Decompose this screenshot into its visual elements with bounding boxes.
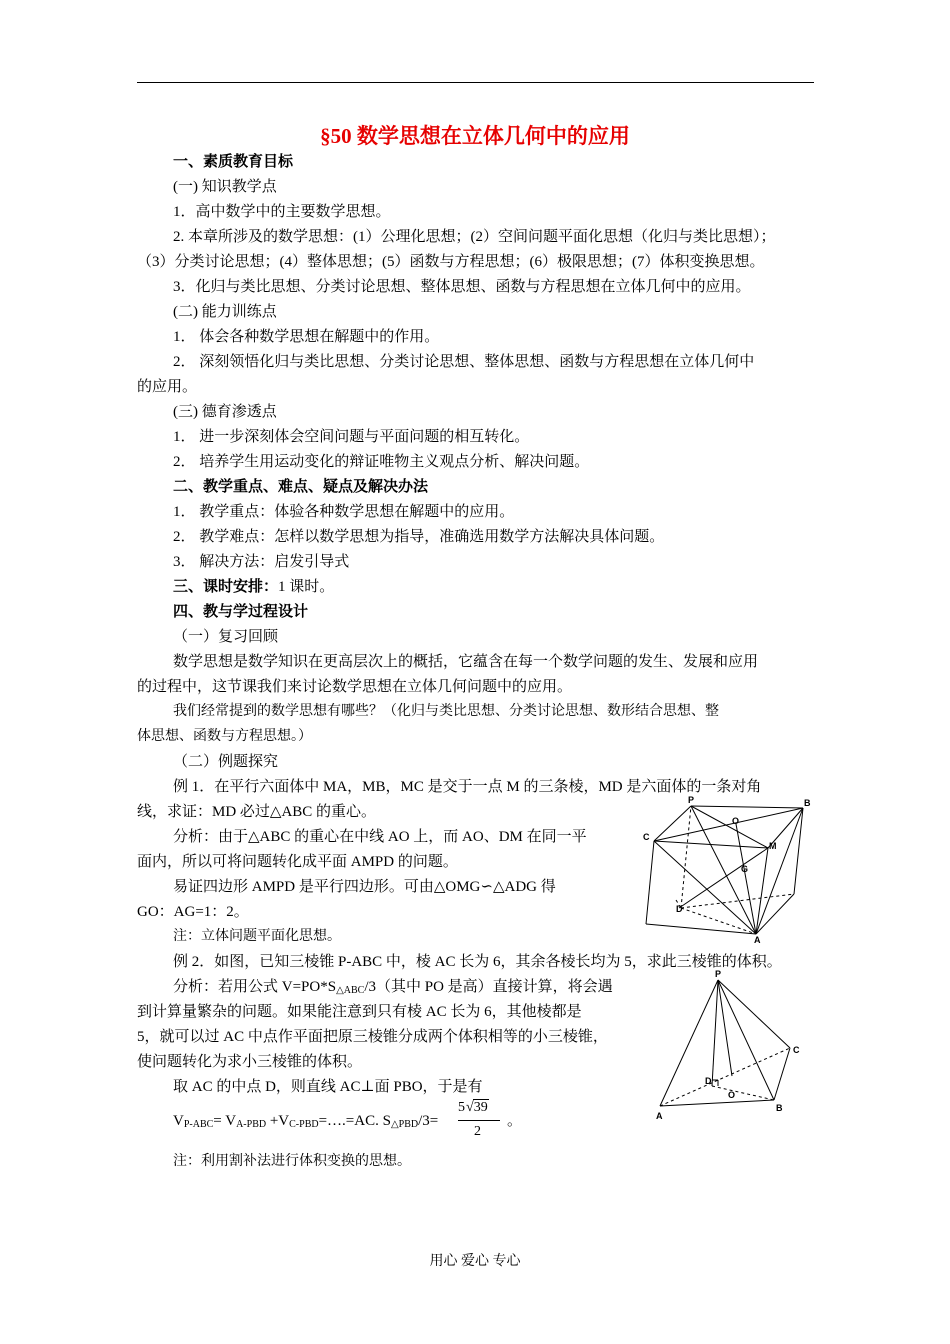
hidden-edge xyxy=(681,806,691,908)
formula-subscript: P-ABC xyxy=(183,1119,214,1130)
edge xyxy=(654,808,803,841)
numerator-coefficient: 5 xyxy=(458,1100,465,1115)
paragraph: 2． 深刻领悟化归与类比思想、分类讨论思想、整体思想、函数与方程思想在立体几何中 xyxy=(173,354,755,370)
formula-subscript: △ABC xyxy=(336,985,365,996)
section-4-heading: 四、教与学过程设计 xyxy=(173,604,309,620)
example-2-note: 注：利用割补法进行体积变换的思想。 xyxy=(173,1154,411,1169)
edge xyxy=(654,806,691,841)
hidden-edge xyxy=(681,894,794,908)
paragraph: 1． 教学重点：体验各种数学思想在解题中的应用。 xyxy=(173,504,515,520)
formula-subscript: C-PBD xyxy=(289,1119,319,1130)
formula-text: /3（其中 PO 是高）直接计算，将会遇 xyxy=(364,979,613,995)
formula-subscript: A-PBD xyxy=(236,1119,267,1130)
label-P: P xyxy=(688,796,695,805)
edge xyxy=(756,894,794,934)
label-B: B xyxy=(804,798,811,808)
label-O: O xyxy=(732,816,740,826)
example-1-analysis: GO：AG=1：2。 xyxy=(137,904,249,920)
paragraph: 数学思想是数学知识在更高层次上的概括，它蕴含在每一个数学问题的发生、发展和应用 xyxy=(173,654,759,670)
label-A: A xyxy=(656,1111,663,1121)
fraction-denominator: 2 xyxy=(474,1124,481,1139)
formula-text: +V xyxy=(266,1113,290,1129)
example-1-text: 例 1．在平行六面体中 MA，MB，MC 是交于一点 M 的三条棱，MD 是六面体的一条对角 xyxy=(173,779,762,795)
paragraph: 2． 培养学生用运动变化的辩证唯物主义观点分析、解决问题。 xyxy=(173,454,590,470)
paragraph: 我们经常提到的数学思想有哪些？（化归与类比思想、分类讨论思想、数形结合思想、整 xyxy=(173,704,719,719)
example-2-analysis: 使问题转化为求小三棱锥的体积。 xyxy=(137,1054,363,1070)
paragraph: 1． 进一步深刻体会空间问题与平面问题的相互转化。 xyxy=(173,429,530,445)
paragraph: 体思想、函数与方程思想。） xyxy=(137,729,312,744)
example-2-analysis: 取 AC 的中点 D，则直线 AC⊥面 PBO，于是有 xyxy=(173,1079,483,1095)
label-G: G xyxy=(741,864,749,874)
subheading-moral: (三) 德育渗透点 xyxy=(173,404,277,420)
subheading-examples: （二）例题探究 xyxy=(173,754,279,770)
edge xyxy=(756,848,768,934)
section-1-heading: 一、素质教育目标 xyxy=(173,154,294,170)
example-1-note: 注：立体问题平面化思想。 xyxy=(173,929,341,944)
paragraph: （3）分类讨论思想；(4）整体思想；(5）函数与方程思想；(6）极限思想；(7）体积变换思想。 xyxy=(137,254,765,270)
example-2-analysis: 5，就可以过 AC 中点作平面把原三棱锥分成两个体积相等的小三棱锥， xyxy=(137,1029,608,1045)
edge xyxy=(646,924,756,934)
paragraph: 1． 体会各种数学思想在解题中的作用。 xyxy=(173,329,440,345)
subheading-review: （一）复习回顾 xyxy=(173,629,279,645)
subheading-ability: (二) 能力训练点 xyxy=(173,304,277,320)
edge xyxy=(691,806,768,848)
formula-subscript: △PBD xyxy=(390,1119,419,1130)
formula-text: V xyxy=(173,1113,184,1129)
class-hours: 1 课时。 xyxy=(278,579,335,595)
sqrt-icon: √ xyxy=(466,1100,474,1115)
edge xyxy=(774,1048,790,1100)
volume-formula xyxy=(173,1111,438,1135)
example-2-analysis: 到计算量繁杂的问题。如果能注意到只有棱 AC 长为 6，其他棱都是 xyxy=(137,1004,582,1020)
subheading-knowledge: (一) 知识教学点 xyxy=(173,179,277,195)
section-2-heading: 二、教学重点、难点、疑点及解决办法 xyxy=(173,479,429,495)
edge xyxy=(691,806,803,808)
formula-text: 分析：若用公式 V=PO*S xyxy=(173,979,337,995)
hidden-edge xyxy=(660,1048,790,1106)
formula-text: =….=AC. S xyxy=(318,1113,391,1129)
pyramid-figure xyxy=(650,968,810,1128)
edge xyxy=(660,980,718,1106)
example-1-analysis: 易证四边形 AMPD 是平行四边形。可由△OMG∽△ADG 得 xyxy=(173,879,556,895)
header-rule xyxy=(137,82,814,83)
paragraph: 2. 本章所涉及的数学思想：(1）公理化思想；(2）空间问题平面化思想（化归与类比思想）； xyxy=(173,229,776,245)
page-footer: 用心 爱心 专心 xyxy=(429,1254,521,1269)
formula-text: = V xyxy=(213,1113,237,1129)
label-D: D xyxy=(705,1076,712,1086)
paragraph: 3．化归与类比思想、分类讨论思想、整体思想、函数与方程思想在立体几何中的应用。 xyxy=(173,279,751,295)
section-3-line xyxy=(173,577,334,597)
example-1-analysis: 面内，所以可将问题转化成平面 AMPD 的问题。 xyxy=(137,854,458,870)
paragraph: 3． 解决方法：启发引导式 xyxy=(173,554,350,570)
paragraph: 2． 教学难点：怎样以数学思想为指导，准确选用数学方法解决具体问题。 xyxy=(173,529,665,545)
paragraph: 的应用。 xyxy=(137,379,198,395)
label-A: A xyxy=(754,935,761,945)
fraction-numerator xyxy=(458,1100,489,1116)
label-B: B xyxy=(776,1103,783,1113)
label-M: M xyxy=(769,841,777,851)
edge xyxy=(736,824,756,934)
label-D: D xyxy=(676,904,683,914)
label-C: C xyxy=(643,832,650,842)
edge xyxy=(654,841,756,934)
label-C: C xyxy=(793,1045,800,1055)
edge xyxy=(646,841,654,924)
label-O: O xyxy=(728,1090,736,1100)
fraction-bar xyxy=(458,1120,500,1121)
edge xyxy=(712,980,718,1086)
edge xyxy=(660,1100,774,1106)
example-1-text: 线，求证：MD 必过△ABC 的重心。 xyxy=(137,804,377,820)
numerator-radicand: 39 xyxy=(473,1100,488,1115)
hidden-edge xyxy=(712,1086,774,1100)
paragraph: 的过程中，这节课我们来讨论数学思想在立体几何问题中的应用。 xyxy=(137,679,573,695)
example-2-analysis xyxy=(173,977,613,1001)
parallelepiped-figure xyxy=(636,796,816,946)
formula-text: /3= xyxy=(418,1113,439,1129)
paragraph: 1．高中数学中的主要数学思想。 xyxy=(173,204,391,220)
example-2-text: 例 2．如图，已知三棱锥 P-ABC 中，棱 AC 长为 6，其余各棱长均为 5，求此三棱锥的体积。 xyxy=(173,954,782,970)
section-3-heading: 三、课时安排： xyxy=(173,579,279,595)
formula-period: 。 xyxy=(507,1113,523,1129)
edge xyxy=(718,980,790,1048)
example-1-analysis: 分析：由于△ABC 的重心在中线 AO 上，而 AO、DM 在同一平 xyxy=(173,829,587,845)
label-P: P xyxy=(715,969,722,979)
page-title: §50 数学思想在立体几何中的应用 xyxy=(320,124,630,148)
